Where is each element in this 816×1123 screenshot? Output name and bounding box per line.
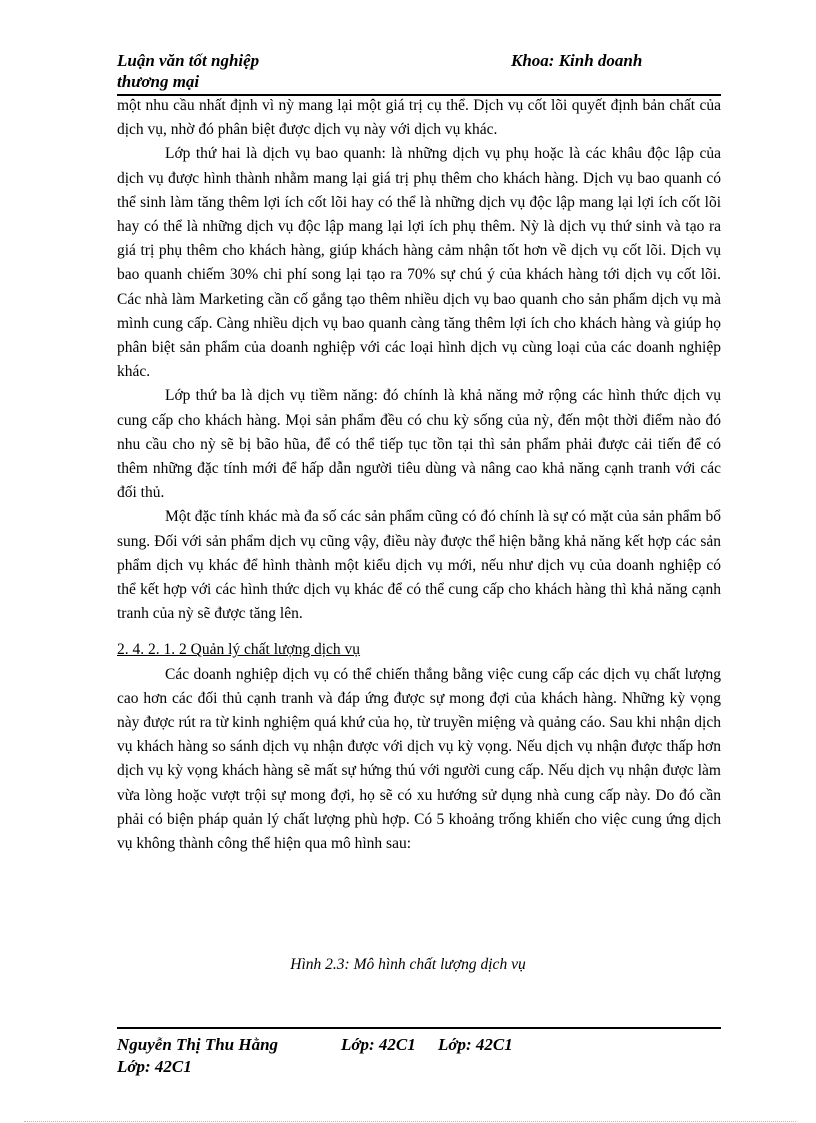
page-footer: [117, 1034, 721, 1078]
footer-class: Lớp: 42C1: [438, 1035, 513, 1054]
section-heading: 2. 4. 2. 1. 2 Quản lý chất lượng dịch vụ: [117, 641, 361, 659]
figure-caption: Hình 2.3: Mô hình chất lượng dịch vụ: [290, 956, 526, 973]
header-faculty: Khoa: Kinh doanh: [511, 51, 643, 70]
paragraph: Lớp thứ ba là dịch vụ tiềm năng: đó chính là khả năng mở rộng các hình thức dịch vụ cung cấp cho khách hàng. Mọi sản phẩm đều có chu kỳ sống của nỳ, đến một thời điểm nào đó nhu cầu cho nỳ sẽ bị bão hũa, để có thể tiếp tục tồn tại thì sản phẩm phải được cải tiến để có thêm những đặc tính mới để hấp dẫn người tiêu dùng và nâng cao khả năng cạnh tranh với các đối thủ.: [117, 387, 721, 502]
header-thesis-title: [117, 50, 317, 92]
document-body: [117, 94, 721, 856]
page-header: [117, 50, 721, 96]
page-edge: [24, 1121, 796, 1122]
footer-rule: [117, 1027, 721, 1029]
paragraph: Một đặc tính khác mà đa số các sản phẩm cũng có đó chính là sự có mặt của sản phẩm bổ sung. Đối với sản phẩm dịch vụ cũng vậy, điều này được thể hiện bằng khả năng kết hợp các sản phẩm dịch vụ khác để hình thành một kiểu dịch vụ mới, nếu như dịch vụ của doanh nghiệp có thể kết hợp với các hình thức dịch vụ khác để có thể cung cấp cho khách hàng thì khả năng cạnh tranh của nỳ sẽ được tăng lên.: [117, 508, 721, 623]
header-title-line1: Luận văn tốt nghiệp: [117, 51, 260, 70]
footer-class: Lớp: 42C1: [117, 1057, 192, 1076]
footer-class: Lớp: 42C1: [341, 1035, 416, 1054]
section-paragraph: Các doanh nghiệp dịch vụ có thể chiến thắng bằng việc cung cấp các dịch vụ chất lượng cao hơn các đối thủ cạnh tranh và đáp ứng được sự mong đợi của khách hàng. Những kỳ vọng này được rút ra từ kinh nghiệm quá khứ của họ, từ truyền miệng và quảng cáo. Sau khi nhận dịch vụ khách hàng so sánh dịch vụ nhận được với dịch vụ kỳ vọng. Nếu dịch vụ nhận được thấp hơn dịch vụ kỳ vọng khách hàng sẽ mất sự hứng thú với người cung cấp. Nếu dịch vụ nhận được làm vừa lòng hoặc vượt trội sự mong đợi, họ sẽ có xu hướng sử dụng nhà cung cấp này. Do đó cần phải có biện pháp quản lý chất lượng phù hợp. Có 5 khoảng trống khiến cho việc cung ứng dịch vụ không thành công thể hiện qua mô hình sau:: [117, 665, 721, 853]
spacer: [117, 626, 721, 638]
header-title-line2: thương mại: [117, 72, 200, 91]
paragraph: Lớp thứ hai là dịch vụ bao quanh: là những dịch vụ phụ hoặc là các khâu độc lập của dịch vụ được hình thành nhằm mang lại giá trị phụ thêm cho khách hàng. Dịch vụ bao quanh có thể sinh làm tăng thêm lợi ích cốt lõi hay có thể là những dịch vụ độc lập mang lại lợi ích cốt lõi hay có thể là những dịch vụ độc lập mang lại lợi ích phụ thêm. Nỳ là dịch vụ thứ sinh và tạo ra giá trị phụ thêm cho khách hàng, giúp khách hàng cảm nhận tốt hơn về dịch vụ cốt lõi. Dịch vụ bao quanh chiếm 30% chi phí song lại tạo ra 70% sự chú ý của khách hàng tới dịch vụ cốt lõi. Các nhà làm Marketing cần cố gắng tạo thêm nhiều dịch vụ bao quanh cho sản phẩm dịch vụ mà mình cung cấp. Càng nhiều dịch vụ bao quanh càng tăng thêm lợi ích cho khách hàng và giúp họ phân biệt sản phẩm của doanh nghiệp với các loại hình dịch vụ cùng loại của các doanh nghiệp khác.: [117, 145, 721, 381]
paragraph-continued: một nhu cầu nhất định vì nỳ mang lại một giá trị cụ thể. Dịch vụ cốt lõi quyết định bản chất của dịch vụ, nhờ đó phân biệt được dịch vụ này với dịch vụ khác.: [117, 97, 721, 139]
footer-author: Nguyễn Thị Thu Hằng: [117, 1035, 279, 1054]
